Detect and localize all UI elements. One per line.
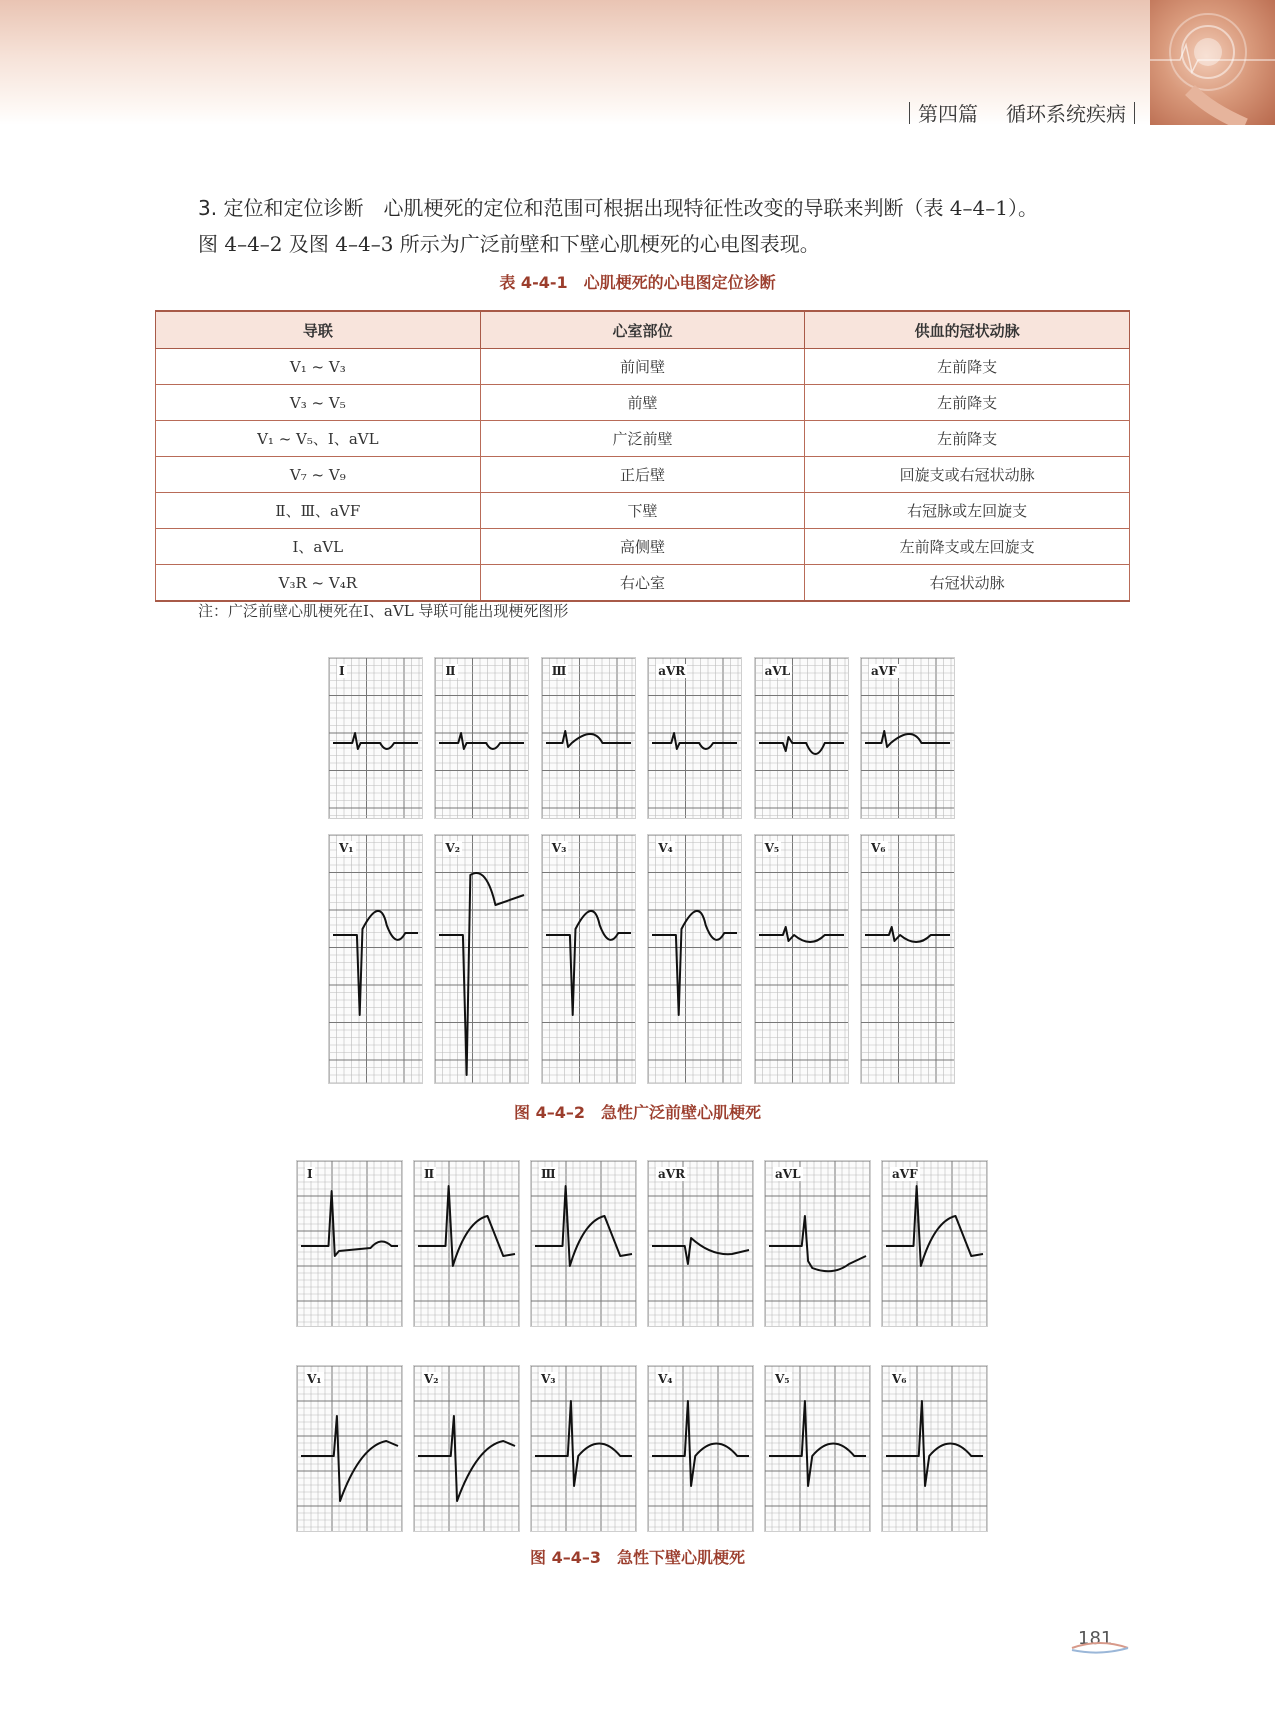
ecg-trace [542, 835, 635, 1083]
ecg-trace [297, 1366, 402, 1531]
ecg-lead-panel [754, 834, 849, 1084]
cell-artery: 右冠脉或左回旋支 [805, 493, 1130, 529]
ecg-trace [861, 658, 954, 818]
ecg-lead-panel [764, 1160, 871, 1327]
ecg-trace [435, 835, 528, 1083]
col-header-region: 心室部位 [480, 311, 805, 349]
ecg-lead-label: aVF [871, 664, 897, 678]
cell-region: 前壁 [480, 385, 805, 421]
ecg-lead-label: Ⅱ [445, 664, 456, 678]
cell-artery: 左前降支或左回旋支 [805, 529, 1130, 565]
ecg-lead-panel [530, 1365, 637, 1532]
ecg-lead-panel [860, 834, 955, 1084]
section-heading: 3. 定位和定位诊断 [198, 196, 364, 220]
localization-table [155, 310, 1130, 602]
table-row [156, 385, 1130, 421]
ecg-trace [648, 1161, 753, 1326]
ecg-lead-label: V₁ [307, 1372, 322, 1386]
cell-leads: V₁ ~ V₃ [156, 349, 481, 385]
ecg-trace [882, 1161, 987, 1326]
table-caption: 表 4-4-1 心肌梗死的心电图定位诊断 [499, 273, 776, 292]
stethoscope-icon [1150, 0, 1275, 125]
ecg-lead-panel [754, 657, 849, 819]
ecg-lead-panel [434, 834, 529, 1084]
ecg-trace [882, 1366, 987, 1531]
col-header-artery: 供血的冠状动脉 [805, 311, 1130, 349]
cell-leads: Ⅰ、aVL [156, 529, 481, 565]
ecg-lead-label: Ⅱ [424, 1167, 435, 1181]
intro-line-1: 心肌梗死的定位和范围可根据出现特征性改变的导联来判断（表 4–4–1）。 [383, 196, 1038, 220]
table-row [156, 493, 1130, 529]
ecg-lead-label: V₃ [541, 1372, 556, 1386]
col-header-leads: 导联 [156, 311, 481, 349]
ecg-lead-panel [434, 657, 529, 819]
table-row [156, 565, 1130, 602]
figure2-caption: 图 4–4–3 急性下壁心肌梗死 [530, 1548, 745, 1567]
cell-leads: V₁ ~ V₅、Ⅰ、aVL [156, 421, 481, 457]
ecg-lead-label: aVR [658, 664, 686, 678]
ecg-lead-panel [413, 1160, 520, 1327]
table-note: 注：广泛前壁心肌梗死在Ⅰ、aVL 导联可能出现梗死图形 [198, 602, 569, 620]
ecg-lead-panel [647, 657, 742, 819]
ecg-lead-panel [296, 1160, 403, 1327]
ecg-lead-label: Ⅲ [541, 1167, 556, 1181]
ecg-lead-label: V₄ [658, 1372, 673, 1386]
ecg-figure-inferior [296, 1160, 986, 1530]
ecg-lead-label: aVL [775, 1167, 801, 1181]
ecg-trace [755, 835, 848, 1083]
ecg-lead-panel [647, 1365, 754, 1532]
cell-leads: Ⅱ、Ⅲ、aVF [156, 493, 481, 529]
intro-paragraph [198, 190, 1098, 262]
cell-region: 前间壁 [480, 349, 805, 385]
ecg-trace [531, 1161, 636, 1326]
cell-artery: 回旋支或右冠状动脉 [805, 457, 1130, 493]
ecg-lead-panel [530, 1160, 637, 1327]
table-header-row [156, 311, 1130, 349]
ecg-trace [755, 658, 848, 818]
ecg-lead-label: V₂ [424, 1372, 439, 1386]
ecg-lead-panel [296, 1365, 403, 1532]
table-row [156, 529, 1130, 565]
table-row [156, 421, 1130, 457]
cell-leads: V₃R ~ V₄R [156, 565, 481, 602]
cell-region: 正后壁 [480, 457, 805, 493]
ecg-trace [648, 658, 741, 818]
ecg-lead-label: V₅ [764, 841, 780, 855]
ecg-lead-label: V₄ [658, 841, 673, 855]
ecg-lead-panel [328, 834, 423, 1084]
cell-region: 高侧壁 [480, 529, 805, 565]
ecg-trace [765, 1366, 870, 1531]
ecg-lead-label: aVL [764, 664, 791, 678]
ecg-lead-label: Ⅰ [339, 664, 345, 678]
running-header [909, 98, 1135, 127]
ecg-trace [765, 1161, 870, 1326]
intro-line-2: 图 4–4–2 及图 4–4–3 所示为广泛前壁和下壁心肌梗死的心电图表现。 [198, 232, 820, 256]
page-swoosh-icon [1070, 1640, 1130, 1654]
ecg-lead-panel [541, 657, 636, 819]
ecg-lead-panel [881, 1365, 988, 1532]
table-row [156, 457, 1130, 493]
ecg-lead-panel [764, 1365, 871, 1532]
ecg-trace [648, 835, 741, 1083]
figure1-caption: 图 4–4–2 急性广泛前壁心肌梗死 [514, 1103, 761, 1122]
cell-leads: V₃ ~ V₅ [156, 385, 481, 421]
ecg-lead-panel [328, 657, 423, 819]
ecg-trace [329, 835, 422, 1083]
ecg-trace [435, 658, 528, 818]
ecg-lead-label: aVF [892, 1167, 918, 1181]
ecg-figure-anterior [328, 657, 953, 1082]
ecg-lead-label: V₃ [551, 841, 567, 855]
ecg-trace [414, 1161, 519, 1326]
ecg-trace [531, 1366, 636, 1531]
ecg-lead-label: V₂ [445, 841, 460, 855]
ecg-trace [329, 658, 422, 818]
ecg-lead-label: V₅ [775, 1372, 790, 1386]
ecg-lead-panel [541, 834, 636, 1084]
ecg-lead-label: V₆ [892, 1372, 907, 1386]
ecg-trace [861, 835, 954, 1083]
ecg-trace [648, 1366, 753, 1531]
ecg-trace [542, 658, 635, 818]
cell-artery: 左前降支 [805, 349, 1130, 385]
header-part: 第四篇 [918, 102, 978, 126]
ecg-lead-label: V₁ [339, 841, 354, 855]
ecg-trace [414, 1366, 519, 1531]
cell-region: 广泛前壁 [480, 421, 805, 457]
corner-stethoscope-image [1150, 0, 1275, 125]
cell-leads: V₇ ~ V₉ [156, 457, 481, 493]
cell-region: 下壁 [480, 493, 805, 529]
ecg-lead-label: Ⅰ [307, 1167, 313, 1181]
cell-artery: 左前降支 [805, 385, 1130, 421]
table-row [156, 349, 1130, 385]
ecg-lead-label: aVR [658, 1167, 686, 1181]
cell-artery: 右冠状动脉 [805, 565, 1130, 602]
ecg-lead-label: Ⅲ [551, 664, 567, 678]
ecg-lead-panel [647, 834, 742, 1084]
cell-artery: 左前降支 [805, 421, 1130, 457]
ecg-lead-panel [881, 1160, 988, 1327]
ecg-lead-panel [413, 1365, 520, 1532]
page-number: 181 [1078, 1628, 1113, 1649]
ecg-lead-panel [647, 1160, 754, 1327]
ecg-lead-label: V₆ [871, 841, 886, 855]
ecg-lead-panel [860, 657, 955, 819]
cell-region: 右心室 [480, 565, 805, 602]
ecg-trace [297, 1161, 402, 1326]
header-chapter: 循环系统疾病 [1006, 102, 1126, 126]
